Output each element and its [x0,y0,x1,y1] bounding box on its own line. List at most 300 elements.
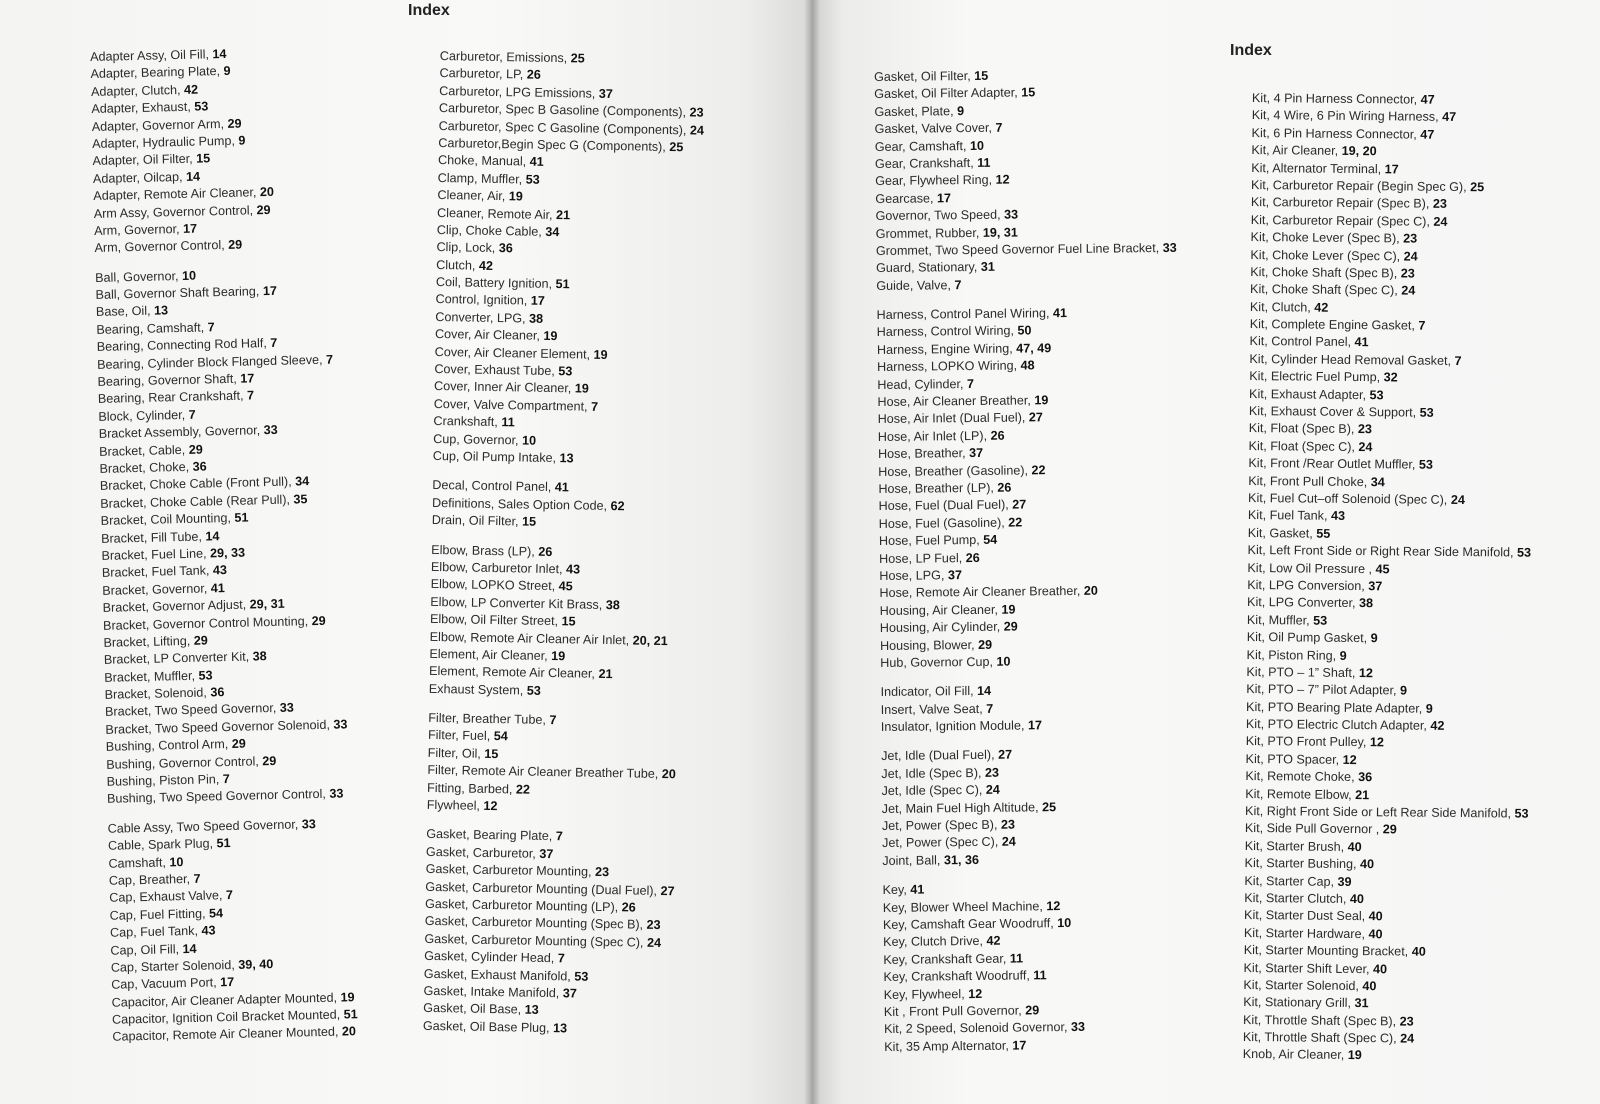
entry-text: Kit, Throttle Shaft (Spec C), [1242,1030,1401,1046]
entry-page-number: 53 [574,969,589,984]
entry-page-number: 37 [1368,579,1383,594]
entry-page-number: 41 [1052,306,1068,321]
entry-page-number: 36 [498,241,513,256]
entry-text: Kit, Clutch, [1249,299,1315,315]
entry-text: Kit, Exhaust Cover & Support, [1248,404,1420,420]
entry-text: Cleaner, Remote Air, [437,205,557,222]
entry-text: Gasket, Carburetor Mounting (Spec B), [424,914,647,933]
entry-page-number: 29 [231,736,246,752]
entry-text: Element, Air Cleaner, [429,646,552,663]
entry-page-number: 7 [193,871,201,886]
entry-text: Clutch, [436,257,480,273]
entry-page-number: 23 [689,105,704,120]
entry-page-number: 11 [501,415,515,430]
entry-text: Definitions, Sales Option Code, [431,495,611,513]
entry-page-number: 20, 21 [632,632,668,648]
entry-page-number: 11 [977,155,991,170]
entry-page-number: 10 [996,654,1011,669]
entry-page-number: 40 [1368,909,1383,924]
entry-text: Kit, Carburetor Repair (Spec C), [1250,212,1434,229]
entry-page-number: 10 [181,268,197,283]
entry-page-number: 26 [526,67,541,83]
entry-text: Gasket, Cylinder Head, [424,949,558,966]
entry-text: Bracket, Fuel Tank, [101,563,214,581]
entry-text: Exhaust System, [428,681,527,698]
entry-text: Filter, Oil, [427,745,485,761]
entry-page-number: 33 [329,786,344,802]
entry-page-number: 23 [1357,422,1373,437]
entry-text: Gasket, Oil Filter Adapter, [874,85,1022,102]
entry-page-number: 19 [543,329,558,344]
entry-text: Gasket, Plate, [874,103,958,119]
entry-text: Adapter Assy, Oil Fill, [90,47,213,64]
entry-text: Gasket, Bearing Plate, [426,827,556,844]
entry-page-number: 33 [301,816,316,832]
entry-page-number: 12 [1046,898,1061,913]
entry-page-number: 15 [195,151,211,166]
entry-page-number: 7 [270,336,278,351]
entry-page-number: 37 [947,568,963,583]
entry-text: Hose, Fuel Pump, [878,533,984,549]
entry-text: Elbow, LP Converter Kit Brass, [430,594,606,612]
entry-page-number: 51 [216,836,231,851]
entry-page-number: 26 [621,900,636,915]
entry-page-number: 17 [1012,1038,1027,1053]
entry-text: Joint, Ball, [882,853,944,868]
entry-text: Kit, Fuel Tank, [1247,508,1332,524]
entry-text: Bracket, Fuel Line, [101,546,211,563]
entry-page-number: 9 [223,64,231,79]
entry-page-number: 53 [1418,457,1434,472]
entry-text: Bracket, Cable, [98,442,189,459]
entry-text: Key, Camshaft Gear Woodruff, [882,916,1058,932]
entry-text: Jet, Idle (Spec B), [881,765,986,781]
entry-text: Bracket, Two Speed Governor Solenoid, [105,717,334,737]
entry-text: Kit, LPG Conversion, [1247,577,1369,594]
entry-page-number: 47 [1420,127,1435,142]
entry-page-number: 37 [539,846,554,861]
entry-page-number: 41 [554,480,569,495]
entry-text: Bracket, Solenoid, [104,685,211,702]
entry-text: Kit, 2 Speed, Solenoid Governor, [883,1020,1072,1037]
entry-text: Ball, Governor, [95,268,183,285]
entry-page-number: 17 [1027,718,1043,733]
entry-text: Bracket, Choke Cable (Front Pull), [99,474,296,494]
entry-text: Clip, Lock, [436,240,499,256]
entry-text: Gasket, Oil Base Plug, [422,1018,554,1035]
entry-text: Gear, Camshaft, [874,138,971,154]
entry-page-number: 31 [980,260,995,275]
entry-page-number: 62 [610,498,625,514]
entry-page-number: 23 [984,765,1000,780]
entry-page-number: 38 [1359,596,1374,611]
entry-page-number: 10 [521,433,537,448]
entry-page-number: 33 [1004,207,1019,222]
entry-text: Gear, Flywheel Ring, [875,173,996,189]
entry-page-number: 7 [188,407,196,422]
entry-page-number: 17 [182,221,198,236]
entry-text: Gear, Crankshaft, [874,155,978,171]
entry-page-number: 12 [1358,665,1373,681]
entry-text: Harness, LOPKO Wiring, [877,358,1021,375]
entry-text: Bushing, Two Speed Governor Control, [106,787,330,807]
entry-page-number: 43 [565,562,581,577]
entry-page-number: 41 [210,580,225,596]
entry-text: Adapter, Governor Arm, [91,116,228,134]
index-entry [876,240,1177,261]
entry-page-number: 19 [1347,1048,1362,1063]
entry-text: Capacitor, Ignition Coil Bracket Mounted, [111,1007,344,1027]
index-entry [1250,229,1534,249]
entry-text: Cup, Oil Pump Intake, [432,448,560,466]
entry-page-number: 13 [552,1020,568,1036]
entry-text: Key, Crankshaft Woodruff, [883,968,1034,985]
entry-page-number: 20 [661,767,676,782]
index-entry [1251,142,1535,162]
entry-text: Gasket, Oil Filter, [874,68,975,84]
entry-page-number: 51 [343,1007,358,1022]
index-column [90,43,358,1046]
entry-text: Kit, Fuel Cut–off Solenoid (Spec C), [1248,490,1451,507]
entry-text: Adapter, Oil Filter, [92,151,197,169]
entry-text: Kit, Exhaust Adapter, [1249,386,1370,402]
entry-page-number: 42 [986,934,1001,949]
entry-page-number: 53 [558,364,573,379]
entry-text: Kit, Starter Brush, [1244,838,1348,854]
entry-page-number: 40 [1349,891,1365,907]
entry-page-number: 53 [526,683,541,698]
entry-text: Kit, Starter Dust Seal, [1244,908,1369,924]
entry-page-number: 12 [1369,735,1384,750]
entry-page-number: 53 [1313,613,1328,628]
entry-page-number: 20 [1083,584,1098,599]
entry-text: Gasket, Valve Cover, [874,120,996,137]
entry-page-number: 53 [1369,387,1384,402]
entry-text: Kit, 6 Pin Harness Connector, [1251,125,1421,142]
entry-page-number: 9 [1370,631,1378,646]
entry-text: Hose, Fuel (Gasoline), [878,515,1009,531]
entry-text: Bearing, Governor Shaft, [97,371,241,389]
entry-page-number: 43 [1330,509,1346,524]
entry-page-number: 19, 31 [982,225,1018,240]
entry-page-number: 14 [185,169,201,184]
entry-page-number: 40 [1347,839,1362,854]
entry-text: Fitting, Barbed, [426,780,517,797]
entry-text: Kit, PTO – 1” Shaft, [1246,664,1359,680]
entry-text: Hose, Air Inlet (Dual Fuel), [877,410,1029,427]
entry-page-number: 40 [1360,857,1375,872]
entry-text: Cleaner, Air, [437,188,509,204]
index-entry [1243,1046,1527,1066]
entry-page-number: 47 [1442,110,1457,125]
entry-page-number: 27 [1012,497,1027,512]
entry-text: Hose, LP Fuel, [879,550,966,566]
index-entry [1245,768,1529,788]
entry-text: Bracket, Choke, [99,459,193,476]
entry-page-number: 7 [1418,318,1426,333]
entry-page-number: 19, 20 [1341,144,1377,159]
entry-text: Key, Clutch Drive, [883,934,987,950]
entry-text: Gasket, Intake Manifold, [423,983,563,1001]
entry-text: Grommet, Rubber, [875,225,983,241]
entry-text: Cap, Breather, [108,871,194,888]
entry-text: Bushing, Piston Pin, [106,772,223,789]
entry-page-number: 36 [210,685,225,700]
entry-text: Hose, LPG, [879,568,948,583]
entry-text: Flywheel, [426,797,484,813]
entry-text: Elbow, LOPKO Street, [430,577,559,594]
entry-page-number: 21 [556,207,571,222]
entry-text: Cable Assy, Two Speed Governor, [107,817,302,836]
entry-page-number: 42 [1314,300,1329,315]
entry-text: Kit, Right Front Side or Left Rear Side Manifold, [1245,803,1515,821]
entry-page-number: 12 [483,798,498,814]
entry-page-number: 19 [574,381,589,397]
entry-page-number: 29, 31 [249,596,285,612]
entry-text: Carburetor, Spec B Gasoline (Components), [438,101,690,120]
entry-page-number: 29 [262,753,277,768]
entry-page-number: 41 [529,154,544,170]
entry-page-number: 21 [1355,787,1370,802]
entry-page-number: 54 [983,532,998,548]
entry-page-number: 19 [593,347,608,362]
entry-text: Bushing, Control Arm, [105,737,232,755]
entry-text: Hose, Breather (Gasoline), [878,462,1032,479]
entry-text: Filter, Remote Air Cleaner Breather Tube, [427,763,662,782]
entry-text: Kit, Complete Engine Gasket, [1249,317,1419,333]
entry-page-number: 22 [1031,462,1046,477]
entry-page-number: 15 [974,68,989,83]
entry-text: Cover, Air Cleaner Element, [434,344,594,362]
entry-text: Kit, Air Cleaner, [1251,143,1342,159]
entry-text: Carburetor, Spec C Gasoline (Components), [438,118,691,137]
entry-page-number: 36 [1358,770,1373,785]
entry-page-number: 29 [1003,619,1018,634]
entry-text: Kit, PTO Electric Clutch Adapter, [1245,717,1431,733]
entry-text: Gasket, Oil Base, [423,1001,525,1017]
entry-page-number: 37 [598,86,613,101]
entry-page-number: 17 [530,294,545,309]
entry-page-number: 33 [1070,1020,1086,1035]
entry-page-number: 24 [1401,283,1416,298]
entry-page-number: 53 [1514,806,1529,821]
entry-text: Key, Flywheel, [883,986,969,1002]
entry-text: Kit, Carburetor Repair (Begin Spec G), [1251,177,1471,195]
entry-text: Knob, Air Cleaner, [1242,1047,1348,1063]
entry-page-number: 22 [1008,515,1023,530]
entry-page-number: 34 [294,474,310,489]
entry-page-number: 24 [1450,492,1465,508]
entry-text: Jet, Power (Spec B), [881,817,1001,833]
index-entry [1247,542,1531,562]
entry-text: Elbow, Oil Filter Street, [429,612,562,629]
entry-page-number: 7 [225,888,234,903]
entry-page-number: 42 [1430,718,1445,733]
entry-page-number: 21 [598,667,613,682]
entry-text: Cable, Spark Plug, [107,836,217,853]
entry-text: Cover, Exhaust Tube, [434,361,559,379]
entry-text: Kit, Starter Shift Lever, [1243,960,1374,976]
entry-page-number: 45 [1375,561,1390,576]
entry-page-number: 25 [570,51,585,66]
entry-page-number: 29 [193,633,208,648]
entry-page-number: 43 [212,563,228,578]
entry-text: Hose, Air Inlet (LP), [877,428,991,444]
entry-text: Harness, Control Panel Wiring, [876,306,1054,323]
entry-text: Base, Oil, [95,304,155,320]
entry-page-number: 9 [1425,701,1433,716]
entry-text: Bearing, Rear Crankshaft, [97,388,248,407]
entry-text: Harness, Control Wiring, [876,323,1018,340]
entry-text: Kit, Carburetor Repair (Spec B), [1250,195,1433,212]
entry-text: Kit, Float (Spec B), [1248,421,1359,437]
entry-page-number: 53 [1419,405,1434,420]
entry-page-number: 36 [192,459,207,474]
entry-text: Crankshaft, [433,414,502,430]
entry-page-number: 23 [1000,817,1015,832]
entry-page-number: 53 [194,99,209,114]
entry-text: Bracket, Governor Control Mounting, [102,613,312,633]
entry-text: Kit , Front Pull Governor, [883,1003,1026,1019]
entry-page-number: 7 [1454,353,1462,368]
index-entry [1248,455,1532,475]
entry-text: Governor, Two Speed, [875,207,1005,224]
entry-page-number: 7 [954,277,962,292]
entry-text: Kit, Float (Spec C), [1248,438,1359,454]
entry-text: Kit, Starter Clutch, [1244,890,1350,906]
index-column [423,48,705,1040]
entry-page-number: 39 [1337,874,1352,889]
entry-text: Cap, Starter Solenoid, [110,957,239,975]
entry-text: Kit, Throttle Shaft (Spec B), [1243,1012,1400,1029]
entry-page-number: 7 [207,320,215,335]
entry-page-number: 38 [605,597,620,612]
entry-page-number: 11 [1009,951,1024,966]
entry-text: Kit, LPG Converter, [1247,595,1360,611]
entry-page-number: 13 [524,1002,539,1018]
entry-page-number: 15 [561,614,576,629]
entry-page-number: 33 [1162,240,1177,255]
index-entry [1246,681,1530,701]
entry-page-number: 37 [968,446,984,461]
entry-text: Capacitor, Air Cleaner Adapter Mounted, [111,990,341,1010]
entry-text: Kit, Left Front Side or Right Rear Side Manifold, [1247,543,1518,560]
entry-page-number: 17 [262,283,278,299]
index-column [874,66,1185,1056]
entry-page-number: 24 [985,782,1000,798]
entry-page-number: 50 [1017,323,1032,338]
entry-text: Kit, Front /Rear Outlet Muffler, [1248,456,1420,472]
entry-page-number: 7 [995,120,1003,135]
entry-text: Cap, Fuel Tank, [109,923,202,940]
entry-page-number: 24 [1358,439,1373,454]
index-entry [1244,855,1528,875]
entry-page-number: 32 [1383,370,1398,385]
entry-page-number: 19 [1001,602,1016,617]
entry-page-number: 40 [1373,961,1388,976]
entry-text: Kit, Starter Solenoid, [1243,977,1363,994]
entry-text: Kit, PTO Front Pulley, [1245,734,1370,750]
entry-text: Elbow, Carburetor Inlet, [430,559,567,577]
entry-text: Hose, Breather (LP), [878,480,998,496]
entry-text: Bracket, Muffler, [104,668,199,685]
entry-text: Kit, Muffler, [1246,612,1314,628]
entry-text: Bracket, Lifting, [103,633,194,650]
entry-page-number: 29 [256,202,271,217]
entry-page-number: 35 [293,491,308,507]
entry-text: Key, Crankshaft Gear, [883,951,1010,967]
entry-page-number: 14 [182,941,197,956]
entry-page-number: 27 [998,748,1013,763]
entry-text: Jet, Power (Spec C), [882,835,1002,851]
entry-text: Gasket, Carburetor Mounting (Dual Fuel), [425,879,661,898]
entry-text: Kit, Remote Choke, [1245,769,1359,785]
entry-page-number: 54 [208,905,224,921]
entry-page-number: 29 [227,116,242,131]
entry-text: Gasket, Carburetor Mounting (Spec C), [424,931,648,950]
entry-text: Filter, Fuel, [427,728,494,744]
index-column [1243,90,1536,1067]
entry-text: Carburetor, LPG Emissions, [439,83,599,101]
entry-text: Guide, Valve, [876,277,955,293]
entry-page-number: 15 [1021,85,1036,100]
entry-page-number: 13 [153,303,169,319]
entry-text: Decal, Control Panel, [432,478,555,495]
entry-page-number: 10 [1057,915,1072,931]
entry-text: Bearing, Cylinder Block Flanged Sleeve, [97,352,327,372]
entry-text: Housing, Air Cylinder, [879,619,1004,636]
entry-text: Bracket, Coil Mounting, [100,511,235,529]
entry-page-number: 7 [590,399,599,414]
entry-page-number: 25 [669,139,684,155]
entry-page-number: 15 [484,746,499,761]
entry-page-number: 38 [528,311,544,326]
entry-text: Cap, Exhaust Valve, [109,888,227,906]
index-entry [423,1018,689,1040]
entry-text: Kit, PTO Spacer, [1245,751,1343,767]
entry-text: Kit, Low Oil Pressure , [1247,560,1376,576]
entry-page-number: 33 [333,717,348,732]
entry-page-number: 12 [968,986,983,1001]
entry-text: Key, Blower Wheel Machine, [882,898,1047,915]
entry-text: Kit, Starter Bushing, [1244,856,1361,872]
entry-page-number: 29 [977,637,993,652]
entry-text: Clamp, Muffler, [437,170,526,187]
entry-page-number: 11 [1033,968,1047,983]
entry-text: Kit, Starter Hardware, [1243,925,1369,941]
entry-page-number: 7 [246,388,255,403]
entry-page-number: 15 [521,514,537,529]
entry-text: Kit, Gasket, [1247,525,1317,541]
entry-text: Arm Assy, Governor Control, [93,202,257,221]
entry-text: Kit, Choke Shaft (Spec B), [1250,264,1401,281]
entry-page-number: 24 [1001,834,1016,850]
entry-page-number: 33 [263,423,278,438]
entry-page-number: 34 [545,224,560,240]
entry-text: Control, Ignition, [435,292,531,309]
entry-text: Kit, PTO – 7” Pilot Adapter, [1246,682,1401,698]
entry-text: Key, [882,882,911,898]
entry-text: Hose, Breather, [877,446,970,462]
entry-text: Cap, Vacuum Port, [111,975,221,993]
entry-page-number: 29 [1382,822,1397,837]
entry-text: Coil, Battery Ignition, [435,275,556,292]
entry-page-number: 17 [936,190,952,206]
entry-text: Gasket, Carburetor Mounting (LP), [424,896,622,915]
entry-text: Cover, Inner Air Cleaner, [433,379,575,396]
entry-page-number: 19 [340,989,355,1005]
entry-page-number: 29 [311,613,326,628]
